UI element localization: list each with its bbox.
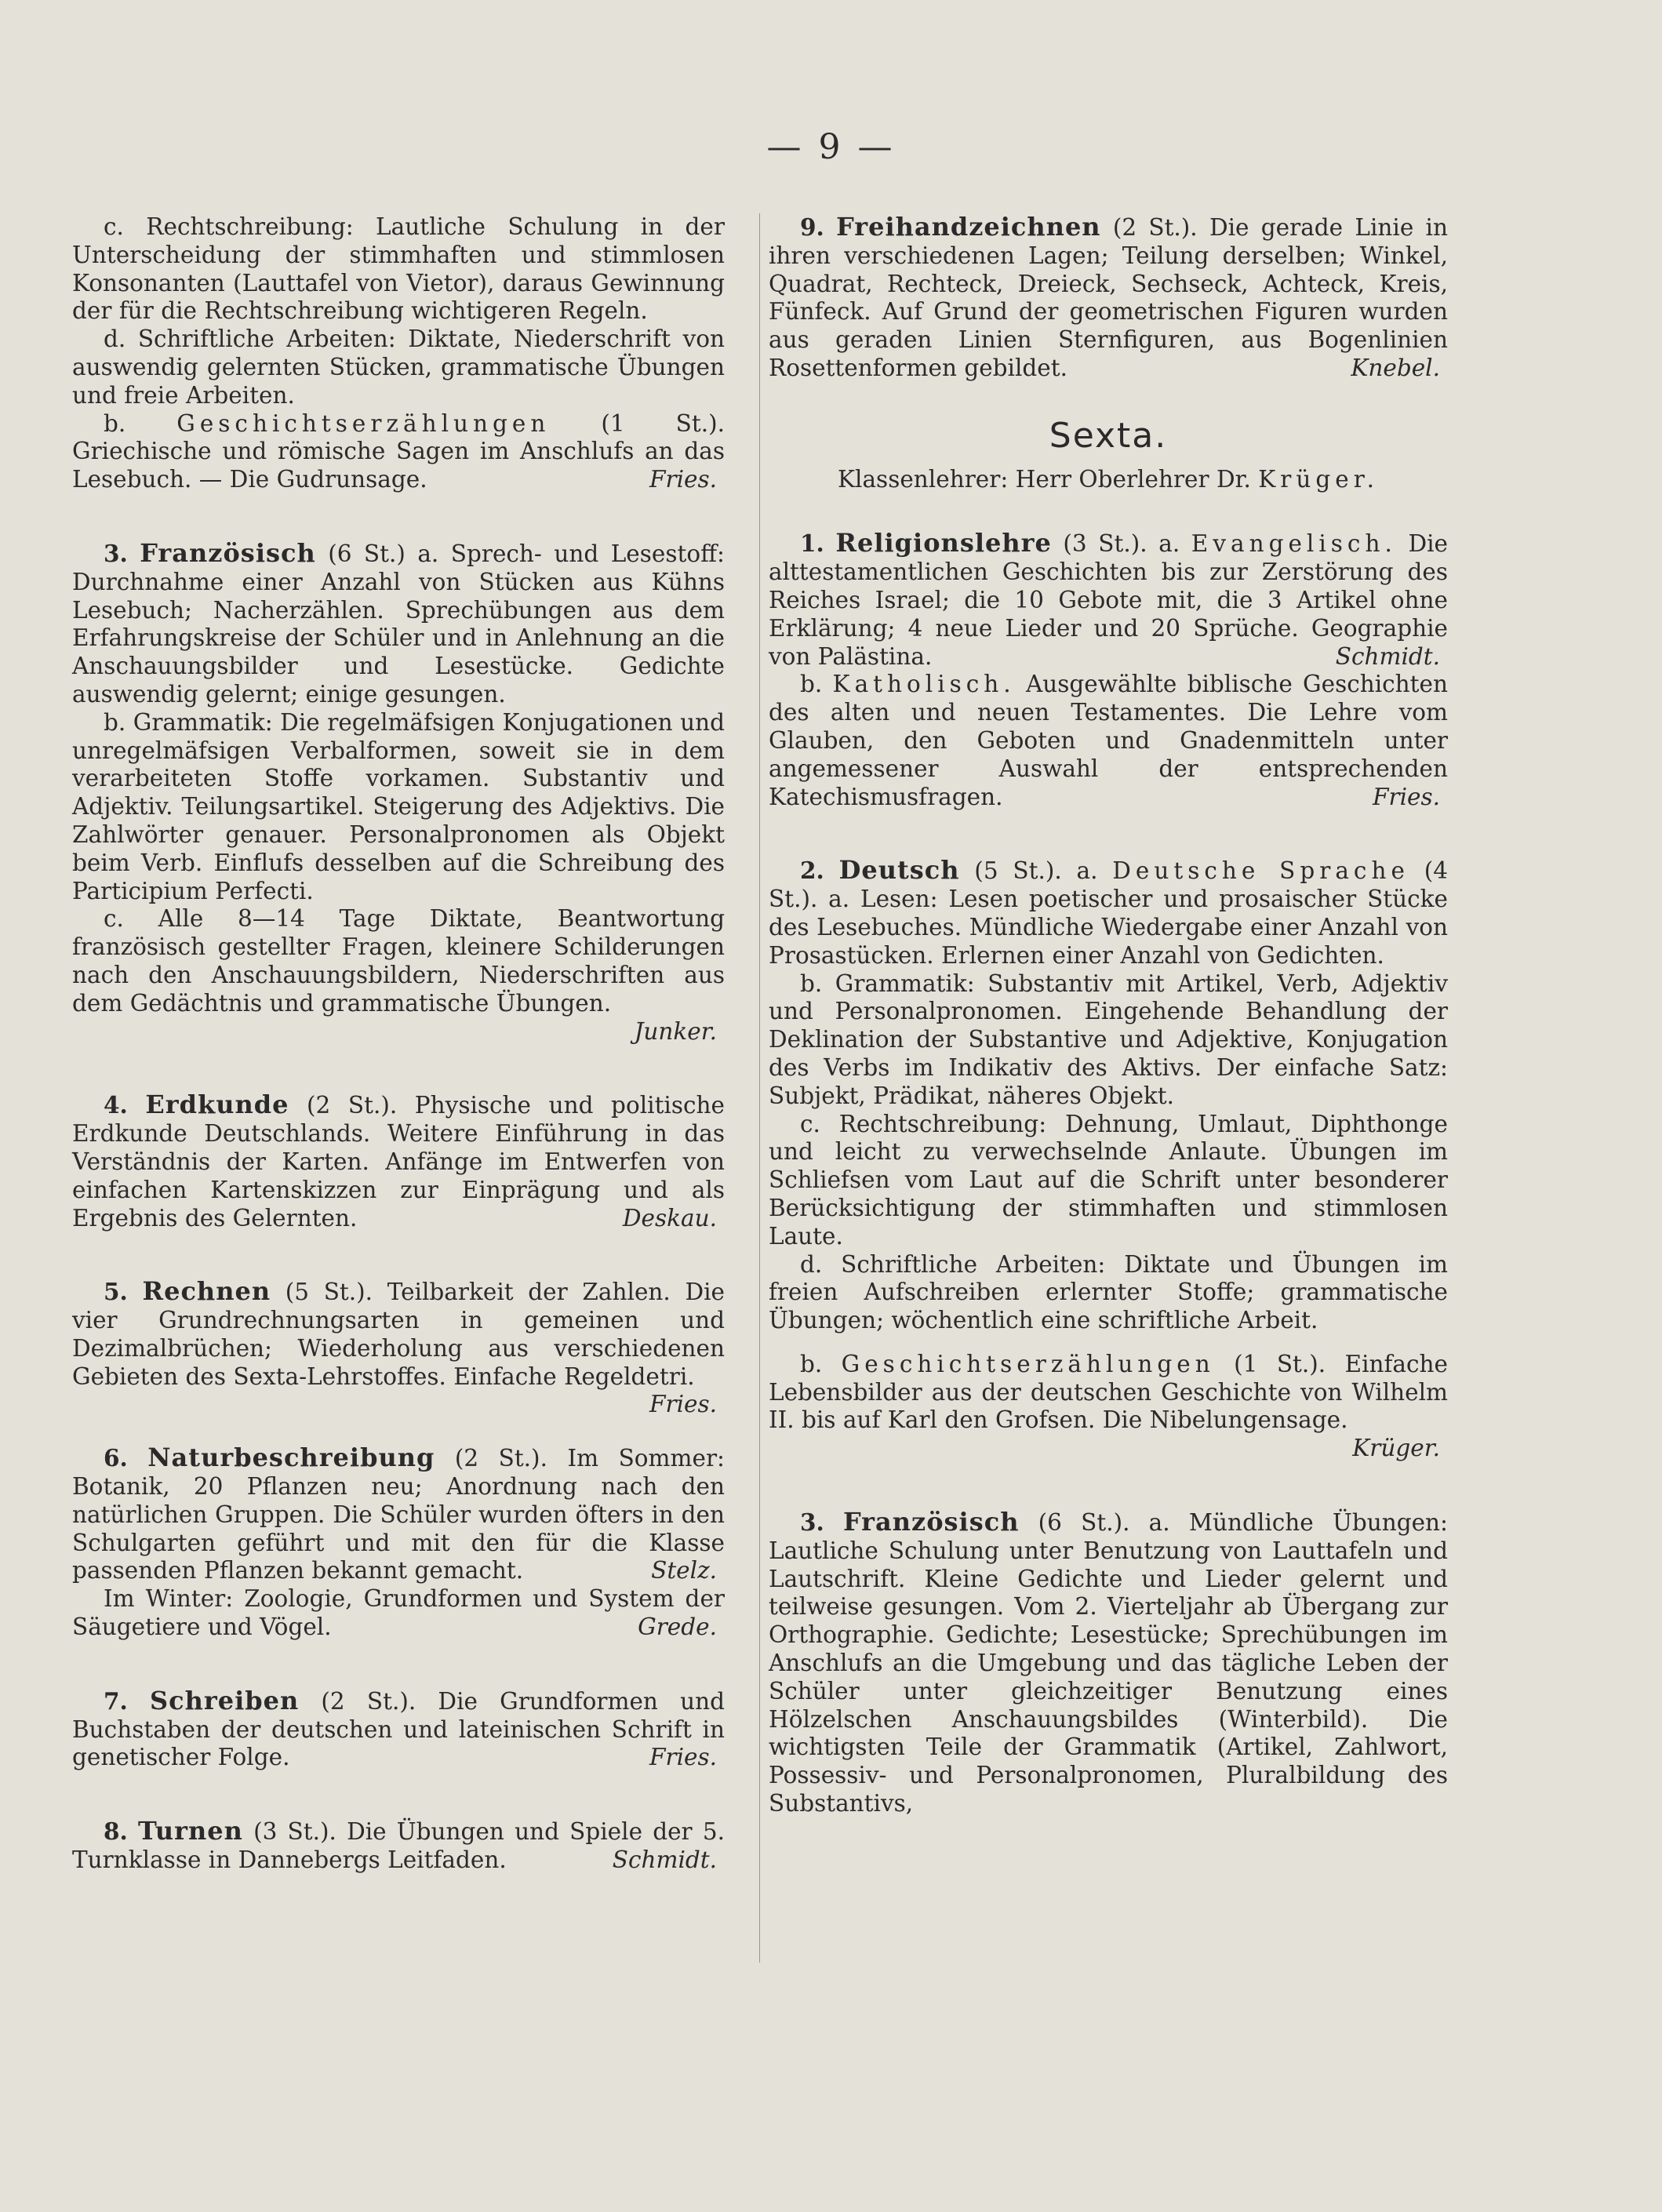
paragraph: b. Grammatik: Substantiv mit Artikel, Verb, Adjektiv und Personalpronomen. Eingehende Behandlung der Deklination der Substantive und Adjektive, Konjugation des Verbs im Indikativ des Aktivs. Der einfache Satz: Subjekt, Prädikat, näheres Objekt. xyxy=(769,970,1448,1109)
paragraph-text: (1 St.). Griechische und römische Sagen im Anschlufs an das Lesebuch. — Die Gudrunsage. xyxy=(72,409,725,493)
section-subject: Deutsch xyxy=(838,855,960,886)
signature: Fries. xyxy=(649,466,717,493)
paragraph xyxy=(72,410,725,494)
signature: Krüger. xyxy=(1352,1435,1440,1462)
signature: Schmidt. xyxy=(1335,642,1440,670)
section-text: Die alttestamentlichen Geschichten bis zur Zerstörung des Reiches Israel; die 10 Gebote mit, die 3 Artikel ohne Erklärung; 4 neue Lieder und 20 Sprüche. Geographie von Palästina. xyxy=(769,530,1448,670)
section-subject: Turnen xyxy=(138,1816,243,1846)
section-3 xyxy=(72,537,725,709)
section-text: (4 St.). a. Lesen: Lesen poetischer und prosaischer Stücke des Lesebuches. Mündliche Wiedergabe einer Anzahl von Prosastücken. Erlernen einer Anzahl von Gedichten. xyxy=(769,857,1448,969)
section-subject: Rechnen xyxy=(142,1276,271,1307)
signature: Fries. xyxy=(649,1744,717,1771)
section-text: (2 St.). Im Sommer: Botanik, 20 Pflanzen neu; Anordnung nach den natürlichen Gruppen. Die Schüler wurden öfters in den Schulgarten geführt und mit den für die Klasse passenden Pflanzen bekannt gemacht. xyxy=(72,1445,725,1584)
section-text: (5 St.). a. xyxy=(959,857,1113,885)
signature: Fries. xyxy=(1373,783,1440,810)
section-subject: Freihandzeichnen xyxy=(836,212,1101,242)
section-text: (3 St.). a. xyxy=(1051,530,1191,558)
section-number: 1. xyxy=(800,529,824,558)
paragraph: d. Schriftliche Arbeiten: Diktate und Übungen im freien Aufschreiben erlernter Stoffe; grammatische Übungen; wöchentlich eine schriftliche Arbeit. xyxy=(769,1250,1448,1334)
section-subject: Schreiben xyxy=(150,1685,300,1715)
item-letter: b. xyxy=(104,409,126,437)
section-text: (3 St.). Die Übungen und Spiele der 5. Turnklasse in Dannebergs Leitfaden. xyxy=(72,1818,725,1874)
signature: Schmidt. xyxy=(612,1846,717,1874)
section-number: 3. xyxy=(800,1508,824,1537)
right-column xyxy=(769,213,1448,1818)
left-column xyxy=(72,213,725,1875)
paragraph: c. Rechtschreibung: Lautliche Schulung in der Unterscheidung der stimmhaften und stimmlosen Konsonanten (Lauttafel von Vietor), daraus Gewinnung der für die Rechtschreibung wichtigeren Regeln. xyxy=(72,213,725,325)
teacher-label: Klassenlehrer: Herr Oberlehrer Dr. xyxy=(838,465,1259,493)
signature: Deskau. xyxy=(622,1204,717,1232)
section-text: (2 St.). Physische und politische Erdkunde Deutschlands. Weitere Einführung in das Verständnis der Karten. Anfänge im Entwerfen von einfachen Kartenskizzen zur Einprägung und als Ergebnis des Gelernten. xyxy=(72,1092,725,1232)
section-deutsch xyxy=(769,857,1448,970)
section-6 xyxy=(72,1444,725,1585)
section-number: 4. xyxy=(104,1091,128,1119)
section-number: 8. xyxy=(104,1817,128,1846)
section-subject: Erdkunde xyxy=(145,1090,289,1120)
section-number: 5. xyxy=(104,1278,128,1306)
teacher-name: Krüger. xyxy=(1258,465,1379,493)
section-number: 6. xyxy=(104,1444,128,1472)
spaced-term: Evangelisch. xyxy=(1191,530,1397,558)
paragraph xyxy=(769,1351,1448,1463)
spaced-term: Geschichtserzählungen xyxy=(176,409,551,437)
column-divider xyxy=(759,213,760,1963)
section-number: 3. xyxy=(104,539,128,567)
spaced-term: Deutsche Sprache xyxy=(1112,857,1409,885)
section-number: 2. xyxy=(800,857,824,885)
signature: Junker. xyxy=(634,1017,717,1045)
section-5 xyxy=(72,1278,725,1419)
signature: Stelz. xyxy=(651,1557,717,1584)
section-number: 9. xyxy=(800,213,824,241)
spaced-term: Katholisch. xyxy=(832,671,1016,698)
item-letter: b. xyxy=(800,1350,842,1377)
section-subject: Naturbeschreibung xyxy=(147,1443,435,1473)
section-7 xyxy=(72,1687,725,1772)
paragraph xyxy=(769,671,1448,811)
section-subject: Französisch xyxy=(843,1507,1020,1537)
section-4 xyxy=(72,1091,725,1232)
paragraph xyxy=(72,905,725,1046)
paragraph-text: Ausgewählte biblische Geschichten des alten und neuen Testamentes. Die Lehre vom Glauben, den Geboten und Gnadenmitteln unter angemessener Auswahl der entsprechenden Katechismusfragen. xyxy=(769,671,1448,810)
class-teacher xyxy=(769,466,1448,494)
signature: Fries. xyxy=(649,1391,717,1418)
signature: Grede. xyxy=(638,1614,717,1641)
paragraph xyxy=(72,1585,725,1642)
section-subject: Französisch xyxy=(140,537,316,568)
section-religion xyxy=(769,529,1448,671)
section-9 xyxy=(769,213,1448,383)
paragraph-text: Im Winter: Zoologie, Grundformen und System der Säugetiere und Vögel. xyxy=(72,1585,725,1641)
section-text: (5 St.). Teilbarkeit der Zahlen. Die vier Grundrechnungsarten in gemeinen und Dezimalbrüchen; Wiederholung aus verschiedenen Gebieten des Sexta-Lehrstoffes. Einfache Regeldetri. xyxy=(72,1279,725,1390)
page-number: — 9 — xyxy=(766,127,896,167)
item-letter: b. xyxy=(800,671,833,698)
section-text: (2 St.). Die Grundformen und Buchstaben der deutschen und lateinischen Schrift in genetischer Folge. xyxy=(72,1687,725,1771)
paragraph: d. Schriftliche Arbeiten: Diktate, Niederschrift von auswendig gelernten Stücken, grammatische Übungen und freie Arbeiten. xyxy=(72,326,725,409)
section-text: (2 St.). Die gerade Linie in ihren verschiedenen Lagen; Teilung derselben; Winkel, Quadrat, Rechteck, Dreieck, Sechseck, Achteck, Kreis, Fünfeck. Auf Grund der geometrischen Figuren wurden aus geraden Linien Sternfiguren, aus Bogenlinien Rosettenformen gebildet. xyxy=(769,214,1448,381)
paragraph-text: (1 St.). Einfache Lebensbilder aus der deutschen Geschichte von Wilhelm II. bis auf Karl den Grofsen. Die Nibelungensage. xyxy=(769,1350,1448,1434)
paragraph: c. Rechtschreibung: Dehnung, Umlaut, Diphthonge und leicht zu verwechselnde Anlaute. Übungen im Schliefsen vom Laut auf die Schrift unter besonderer Berücksichtigung der stimmhaften und stimmlosen Laute. xyxy=(769,1110,1448,1250)
section-text: (6 St.) a. Sprech- und Lesestoff: Durchnahme einer Anzahl von Stücken aus Kühns Lesebuch; Nacherzählen. Sprechübungen aus dem Erfahrungskreise der Schüler und in Anlehnung an die Anschauungsbilder und Lesestücke. Gedichte auswendig gelernt; einige gesungen. xyxy=(72,540,725,708)
section-franzoesisch xyxy=(769,1508,1448,1818)
signature: Knebel. xyxy=(1351,354,1440,381)
section-subject: Religionslehre xyxy=(835,528,1052,558)
section-8 xyxy=(72,1817,725,1875)
spaced-term: Geschichtserzählungen xyxy=(841,1350,1215,1377)
section-text: (6 St.). a. Mündliche Übungen: Lautliche Schulung unter Benutzung von Lauttafeln und Lautschrift. Kleine Gedichte und Lieder gelernt und teilweise gesungen. Vom 2. Vierteljahr ab Übergang zur Orthographie. Gedichte; Lesestücke; Sprechübungen im Anschlufs an die Umgebung und das tägliche Leben der Schüler unter gleichzeitiger Benutzung eines Hölzelschen Anschauungsbildes (Winterbild). Die wichtigsten Teile der Grammatik (Artikel, Zahlwort, Possessiv- und Personalpronomen, Pluralbildung des Substantivs, xyxy=(769,1509,1448,1817)
paragraph-text: c. Alle 8—14 Tage Diktate, Beantwortung französisch gestellter Fragen, kleinere Schilderungen nach den Anschauungsbildern, Niederschriften aus dem Gedächtnis und grammatische Übungen. xyxy=(72,905,725,1017)
paragraph: b. Grammatik: Die regelmäfsigen Konjugationen und unregelmäfsigen Verbalformen, soweit sie in dem verarbeiteten Stoffe vorkamen. Substantiv und Adjektiv. Teilungsartikel. Steigerung des Adjektivs. Die Zahlwörter genauer. Personalpronomen als Objekt beim Verb. Einflufs desselben auf die Schreibung des Participium Perfecti. xyxy=(72,708,725,904)
section-number: 7. xyxy=(104,1686,128,1715)
class-heading: Sexta. xyxy=(1049,415,1168,456)
